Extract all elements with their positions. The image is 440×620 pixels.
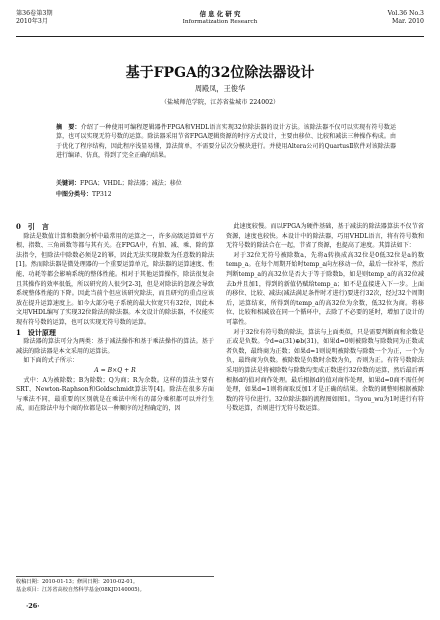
affiliation: （盐城师范学院，江苏省盐城市 224002）: [160, 99, 280, 106]
keywords-label: 关键词：: [56, 180, 81, 187]
section-heading-intro: 0 引 言: [16, 222, 49, 231]
journal-name-en: Informatization Research: [182, 19, 258, 25]
authors: 周殿凤，王俊华: [194, 84, 246, 93]
abstract-text: 介绍了一种使用可编程逻辑器件FPGA和VHDL语言实现32位除法器的设计方法。该除法器不仅可以实现有符号数运算，也可以实现无符号数的运算。除法器采用节省FPGA逻辑资源的时序方式设计，主要由移位、比较和减法三种操作构成。由于优化了程序结构，因此程序浅显易懂，算法简单，不需要分层次分模块进行。并使用Altera公司的QuartusⅡ软件对该除法器进行编译、仿真，得到了完全正确的结果。: [56, 124, 396, 159]
paragraph: 式中：A为被除数；B为除数；Q为商；R为余数。这样的算法主要有SRT、Newton-Raphson和Goldschmidt算法等[4]。除法在很多方面与乘法不同，最重要的区别就是在乘法中所有的部分乘积都可以并行生成，而在除法中每个商的位都是以一种顺序的过程确定的，因: [16, 376, 214, 413]
keywords-text: FPGA；VHDL；除法器；减法；移位: [80, 180, 182, 187]
paragraph: 如下面的式子所示：: [23, 357, 79, 365]
paragraph: 此速度较慢。而以FPGA为硬件基础，基于减法的除法器算法不仅节省资源，速度也较快。本设计中的除法器，巧用VHDL语言，将有符号数和无符号数的除法合在一起，节省了资源，也提高了速度。其算法如下：: [226, 223, 424, 250]
abstract: [56, 123, 396, 160]
left-column: [16, 222, 214, 414]
paragraph: 对于32位有符号数的除法，算法与上面类似，只是需要判断商和余数是正或是负数。令d=a(31)⊕b(31)，如果d=0则被除数与除数同为正数或者负数，最终商为正数；如果d=1则说明被除数与除数一个为正，一个为负，最终商为负数。被除数是负数时余数为负，否则为正。有符号数除法采用的算法是将被除数与除数均变成正数进行32位数的运算，然后最后再根据d的值对商作处理。最后根据d的值对商作处理，如果d=0商不需任何处理，如果d=1则将商取反加1才是正确的结果。余数的调整则根据被除数的符号位进行。32位除法器的流程图如图1。当you_wu为1时进行有符号数运算，否则进行无符号数运算。: [226, 328, 424, 413]
footnote-fund: 基金项目：江苏省高校自然科学基金(08KJD140005)。: [16, 586, 145, 593]
header-volume-issue: 第36卷第3期: [16, 10, 53, 17]
classification-text: TP312: [92, 191, 112, 198]
footnote: [16, 576, 214, 594]
paragraph: 对于32位无符号被除数a，先将a转换成高32位是0低32位是a的数temp_a。在每个周期开始时temp_a向左移动一位，最后一位补零，然后判断temp_a的高32位是否大于等于除数b，如是则temp_a的高32位减去b并且加1，得到的新值仍赋给temp_a；如不是直接进入下一步。上面的移位、比较、减法(减法满足条件时才进行)要进行32次，经过32个周期后，运算结束，所得到的temp_a的高32位为余数，低32位为商。将移位、比较和相减放在同一个循环中，去除了不必要的延时，增加了设计的可靠性。: [226, 251, 424, 326]
running-header: [16, 8, 424, 37]
equation: A = B×Q + R: [94, 366, 136, 374]
footnote-received: 收稿日期：2010-01-13；修回日期：2010-02-01。: [16, 579, 139, 585]
classification-label: 中图分类号：: [56, 191, 93, 198]
keywords: [56, 179, 396, 188]
header-date-en: Mar. 2010: [392, 18, 424, 25]
paragraph: 除法是数值计算和数据分析中最常用的运算之一，许多高级运算如平方根、指数、三角函数等都与其有关。在FPGA中，有加、减、乘、除的算法指令，但除法中除数必须是2的幂，因此无法实现除数为任意数的除法[1]。然而除法器是微处理器的一个重要运算单元，除法器的运算速度、性能、功耗等都会影响系统的整体性能。相对于其他运算操作，除法很复杂且其操作的效率很低，所以研究的人很少[2-3]，但是对除法的忽视会导致系统整体性能的下降。因此当前个但应该研究除法，而且研究的重点应该放在提升运算速度上。如今大部分电子系统的最大位宽只有32位，因此本文用VHDL编写了实现32位除法的除法器。本文设计的除法器，不仅能实现有符号数的运算，也可以实现无符号数的运算。: [16, 232, 214, 326]
section-heading-design: 1 设计原理: [16, 327, 56, 337]
header-vol-no-en: Vol.36 No.3: [387, 10, 424, 17]
header-date-cn: 2010年3月: [16, 18, 49, 25]
right-column: [226, 222, 424, 414]
abstract-label: 摘 要：: [56, 124, 81, 131]
classification-number: [56, 190, 112, 199]
page-number: ·26·: [26, 602, 40, 610]
paragraph: 除法器的算法可分为两类：基于减法操作和基于乘法操作的算法。基于减法的除法器是本文采用的运算法。: [16, 338, 214, 355]
header-volume-en: [388, 10, 424, 26]
journal-name-cn: 信 息 化 研 究: [199, 10, 241, 18]
paper-title: 基于FPGA的32位除法器设计: [125, 65, 315, 81]
